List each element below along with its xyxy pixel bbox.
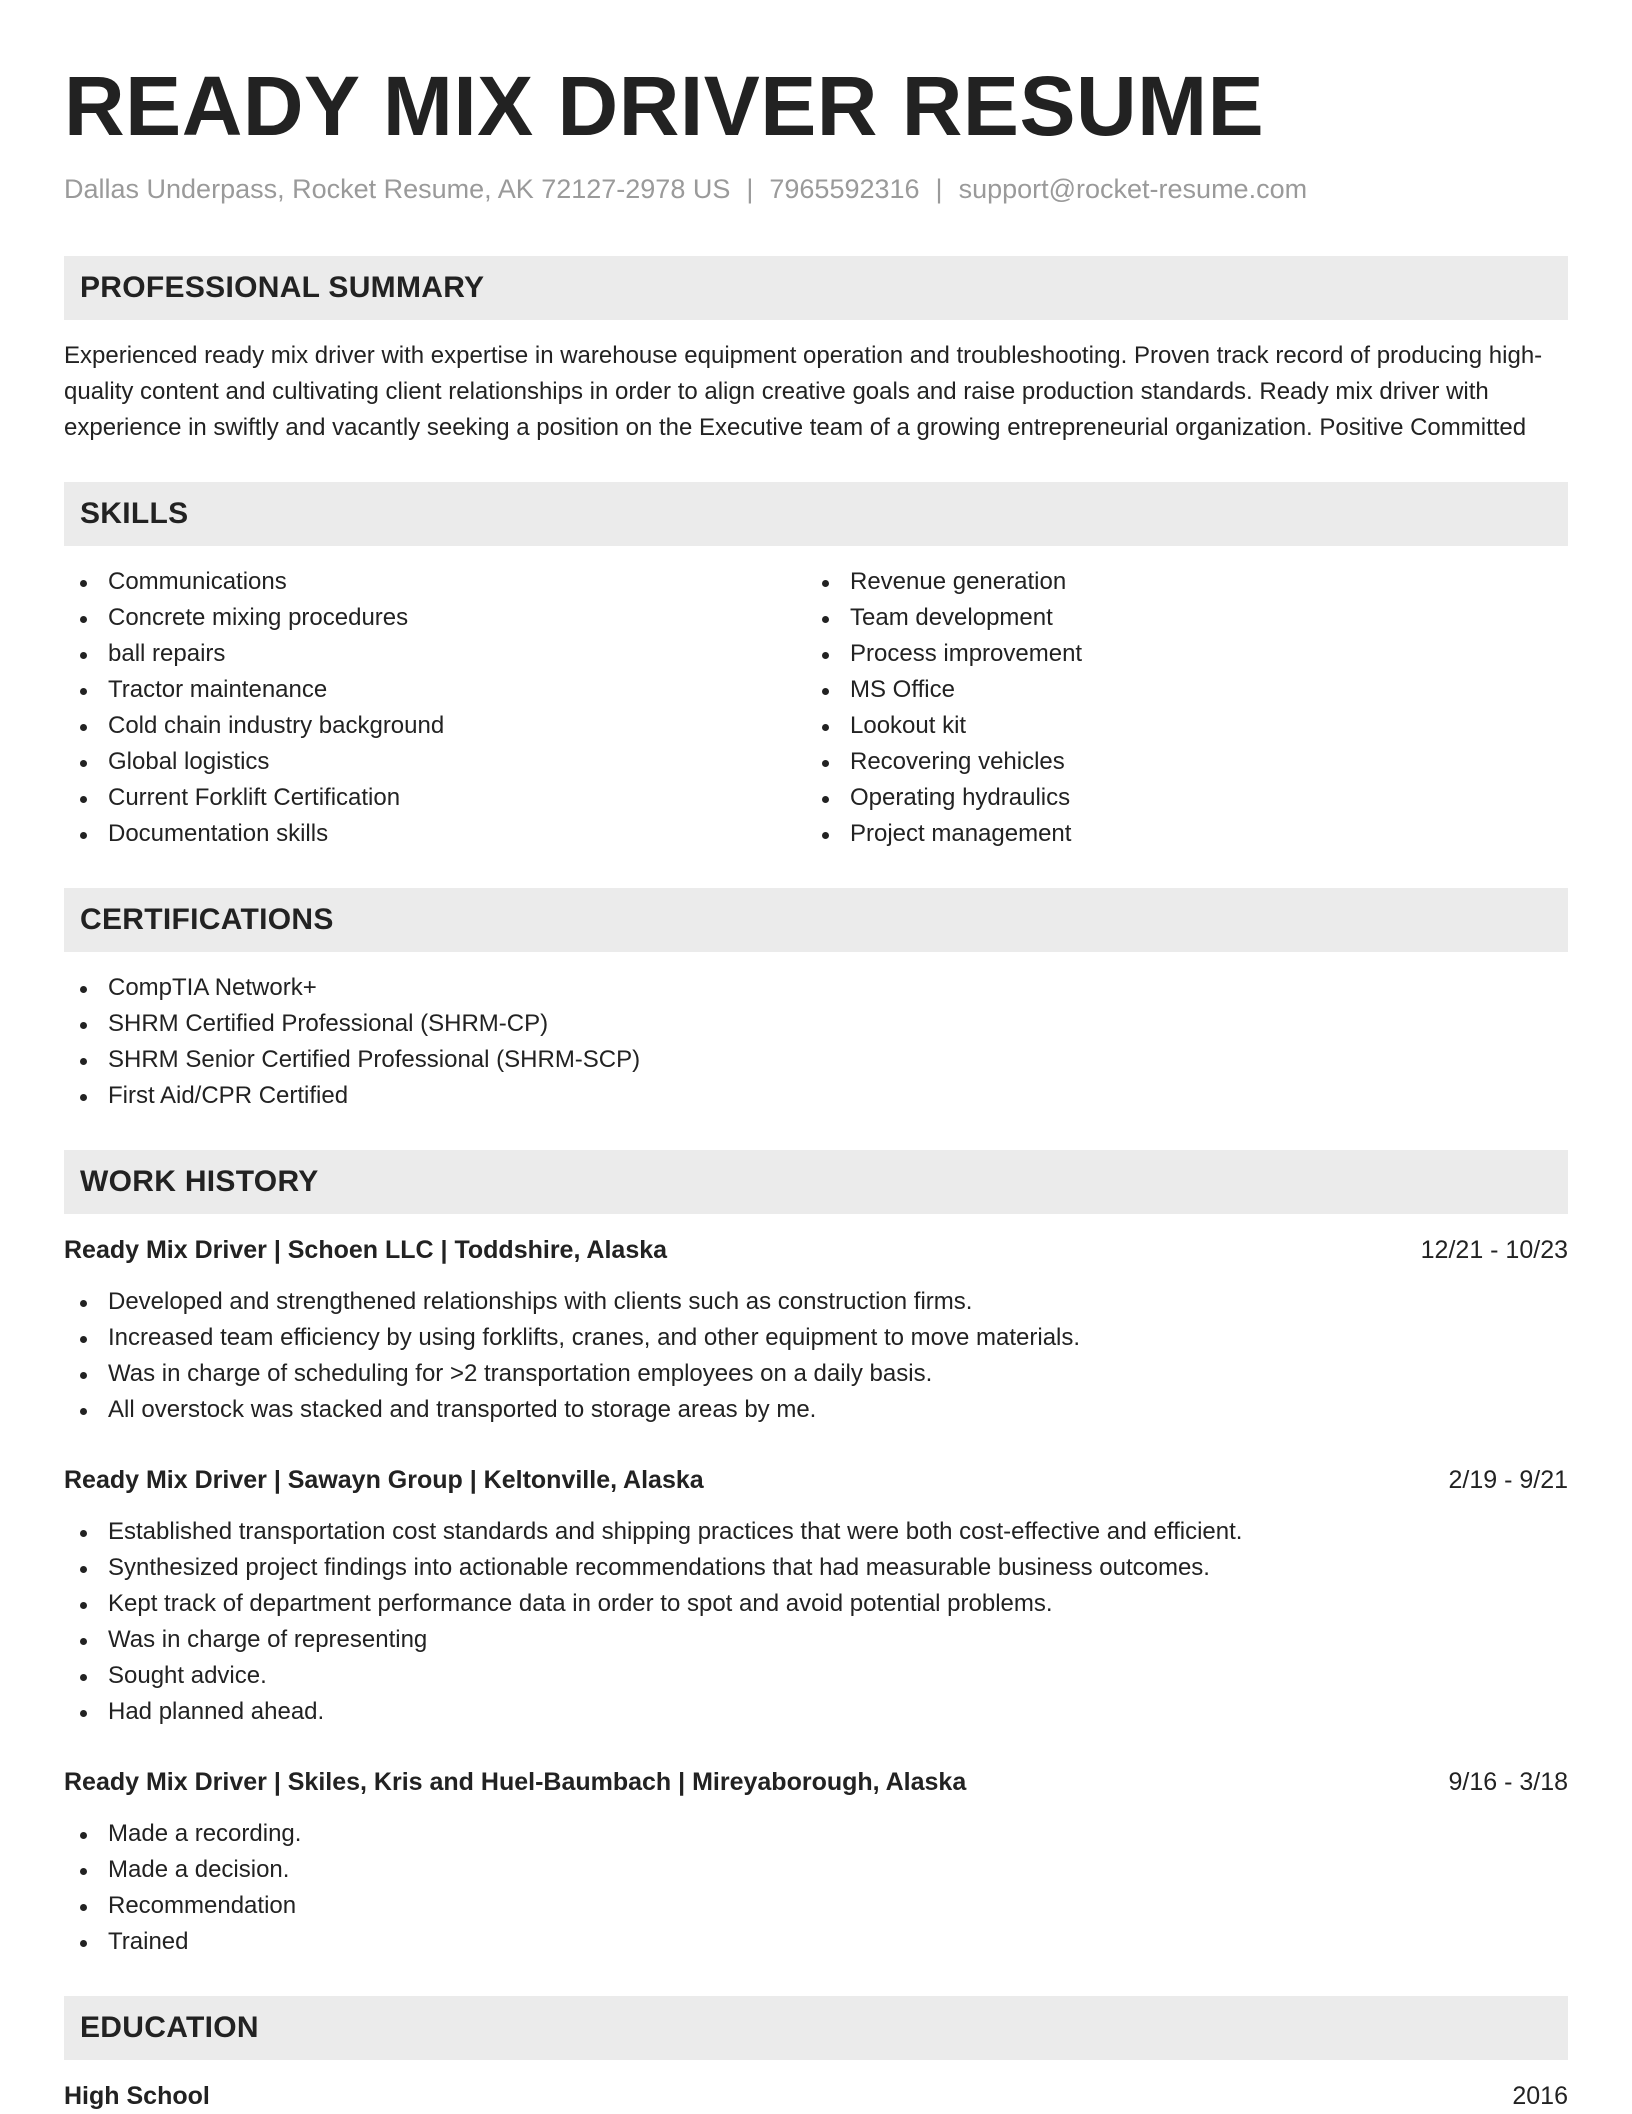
job-bullet: Had planned ahead. [64, 1694, 1568, 1730]
skill-item: Tractor maintenance [64, 672, 806, 708]
skill-item: Cold chain industry background [64, 708, 806, 744]
job-dates: 9/16 - 3/18 [1448, 1768, 1568, 1796]
job-title: Ready Mix Driver | Sawayn Group | Keltonville, Alaska [64, 1466, 704, 1494]
skill-item: ball repairs [64, 636, 806, 672]
contact-email: support@rocket-resume.com [958, 174, 1308, 204]
job-bullets [64, 1514, 1568, 1730]
resume-title: READY MIX DRIVER RESUME [64, 59, 1265, 153]
certification-item: SHRM Certified Professional (SHRM-CP) [64, 1006, 1568, 1042]
job-bullet: Established transportation cost standards and shipping practices that were both cost-effective and efficient. [64, 1514, 1568, 1550]
skill-item: Communications [64, 564, 806, 600]
certification-item: CompTIA Network+ [64, 970, 1568, 1006]
skill-item: Process improvement [806, 636, 1548, 672]
section-header [64, 1150, 1568, 1214]
section-header [64, 1996, 1568, 2060]
skills-section [64, 482, 1568, 852]
job-entry [64, 1232, 1568, 1428]
skill-item: Revenue generation [806, 564, 1548, 600]
education-entry [64, 2078, 1568, 2114]
job-header [64, 1232, 1568, 1268]
contact-address: Dallas Underpass, Rocket Resume, AK 72127-2978 US [64, 174, 731, 204]
contact-separator: | [746, 174, 754, 204]
certifications-list [64, 970, 1568, 1114]
contact-phone: 7965592316 [769, 174, 920, 204]
section-title: SKILLS [80, 497, 189, 530]
job-bullet: Was in charge of representing [64, 1622, 1568, 1658]
job-bullet: Sought advice. [64, 1658, 1568, 1694]
job-bullet: Recommendation [64, 1888, 1568, 1924]
job-bullets [64, 1816, 1568, 1960]
skills-columns [64, 564, 1568, 852]
resume-page [64, 0, 1568, 2114]
skill-item: MS Office [806, 672, 1548, 708]
summary-text: Experienced ready mix driver with expertise in warehouse equipment operation and troubleshooting. Proven track record of producing high-quality content and cultivating client relationships in order to align creative goals and raise production standards. Ready mix driver with experience in swiftly and vacantly seeking a position on the Executive team of a growing entrepreneurial organization. Positive Committed [64, 342, 1543, 441]
section-title: WORK HISTORY [80, 1165, 319, 1198]
job-title: Ready Mix Driver | Skiles, Kris and Huel-Baumbach | Mireyaborough, Alaska [64, 1768, 967, 1796]
section-title: CERTIFICATIONS [80, 903, 334, 936]
job-bullet: Trained [64, 1924, 1568, 1960]
summary-section [64, 256, 1568, 446]
job-bullet: Kept track of department performance data in order to spot and avoid potential problems. [64, 1586, 1568, 1622]
certifications-section [64, 888, 1568, 1114]
education-title: High School [64, 2082, 210, 2110]
job-bullets [64, 1284, 1568, 1428]
job-bullet: Increased team efficiency by using forklifts, cranes, and other equipment to move materials. [64, 1320, 1568, 1356]
education-section [64, 1996, 1568, 2114]
education-date: 2016 [1512, 2082, 1568, 2110]
contact-separator: | [935, 174, 943, 204]
skills-left-list [64, 564, 806, 852]
job-bullet: Was in charge of scheduling for >2 transportation employees on a daily basis. [64, 1356, 1568, 1392]
skill-item: Documentation skills [64, 816, 806, 852]
section-header [64, 256, 1568, 320]
skills-right-list [806, 564, 1548, 852]
work-history-section [64, 1150, 1568, 1960]
certification-item: SHRM Senior Certified Professional (SHRM-SCP) [64, 1042, 1568, 1078]
contact-line [64, 172, 1568, 206]
job-dates: 12/21 - 10/23 [1420, 1236, 1568, 1264]
skill-item: Concrete mixing procedures [64, 600, 806, 636]
job-header [64, 1764, 1568, 1800]
job-bullet: Synthesized project findings into actionable recommendations that had measurable business outcomes. [64, 1550, 1568, 1586]
skill-item: Lookout kit [806, 708, 1548, 744]
section-header [64, 482, 1568, 546]
job-header [64, 1462, 1568, 1498]
job-dates: 2/19 - 9/21 [1448, 1466, 1568, 1494]
job-bullet: Developed and strengthened relationships with clients such as construction firms. [64, 1284, 1568, 1320]
skill-item: Recovering vehicles [806, 744, 1548, 780]
job-bullet: Made a decision. [64, 1852, 1568, 1888]
job-title: Ready Mix Driver | Schoen LLC | Toddshire, Alaska [64, 1236, 668, 1264]
skill-item: Team development [806, 600, 1548, 636]
skill-item: Operating hydraulics [806, 780, 1548, 816]
section-header [64, 888, 1568, 952]
job-bullet: Made a recording. [64, 1816, 1568, 1852]
job-entry [64, 1462, 1568, 1730]
skill-item: Global logistics [64, 744, 806, 780]
section-title: PROFESSIONAL SUMMARY [80, 271, 485, 304]
skill-item: Current Forklift Certification [64, 780, 806, 816]
skill-item: Project management [806, 816, 1548, 852]
job-entry [64, 1764, 1568, 1960]
job-bullet: All overstock was stacked and transported to storage areas by me. [64, 1392, 1568, 1428]
section-title: EDUCATION [80, 2011, 259, 2044]
certification-item: First Aid/CPR Certified [64, 1078, 1568, 1114]
